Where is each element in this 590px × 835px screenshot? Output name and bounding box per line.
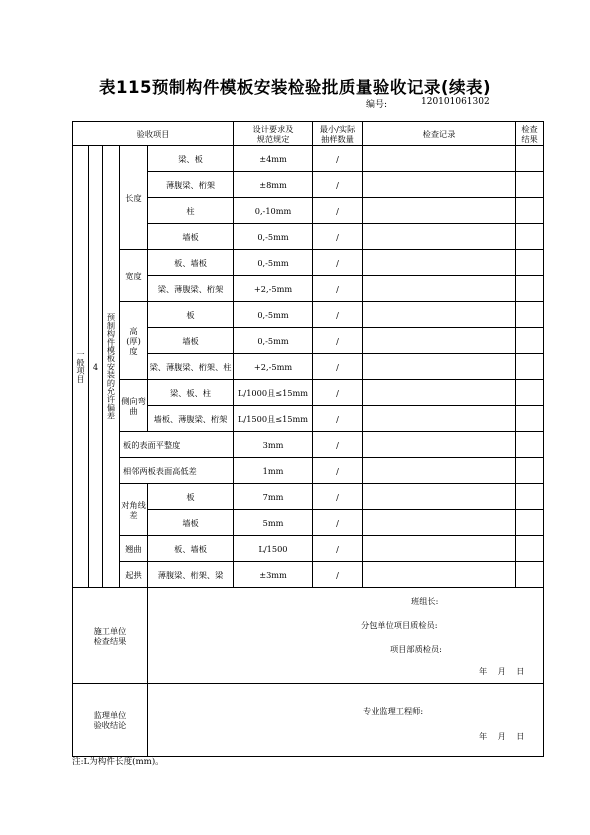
row-record[interactable]: [363, 198, 516, 224]
row-result[interactable]: [516, 302, 544, 328]
table-row: [73, 484, 544, 510]
row-name: 梁、薄腹梁、桁架: [148, 276, 234, 302]
row-sample: /: [313, 224, 363, 250]
table-row: [73, 432, 544, 458]
row-result[interactable]: [516, 406, 544, 432]
footnote: 注:L为构件长度(mm)。: [72, 757, 164, 767]
row-record[interactable]: [363, 276, 516, 302]
row-record[interactable]: [363, 354, 516, 380]
header-spec: 设计要求及 规范规定: [234, 122, 313, 146]
group-width: 宽度: [120, 250, 148, 302]
group-bend: 侧向弯曲: [120, 380, 148, 432]
row-record[interactable]: [363, 406, 516, 432]
row-spec: 0,-5mm: [234, 302, 313, 328]
item-no-cell: [89, 146, 103, 588]
construction-date: 年 月 日: [479, 666, 525, 676]
header-item: 验收项目: [73, 122, 234, 146]
row-name: 板: [148, 484, 234, 510]
table-row: [73, 458, 544, 484]
row-sample: /: [313, 146, 363, 172]
row-spec: L/1500: [234, 536, 313, 562]
row-name: 梁、板: [148, 146, 234, 172]
group-height: 高 (厚) 度: [120, 302, 148, 380]
team-leader-label: 班组长:: [411, 596, 439, 606]
row-record[interactable]: [363, 328, 516, 354]
row-result[interactable]: [516, 380, 544, 406]
group-diag: 对角线差: [120, 484, 148, 536]
row-sample: /: [313, 432, 363, 458]
row-result[interactable]: [516, 562, 544, 588]
row-name: 薄腹梁、桁架: [148, 172, 234, 198]
row-name: 相邻两板表面高低差: [120, 458, 234, 484]
row-result[interactable]: [516, 432, 544, 458]
row-record[interactable]: [363, 432, 516, 458]
supervision-row: [73, 684, 544, 757]
row-name: 墙板、薄腹梁、桁架: [148, 406, 234, 432]
row-record[interactable]: [363, 562, 516, 588]
row-spec: 0,-5mm: [234, 250, 313, 276]
row-sample: /: [313, 328, 363, 354]
row-result[interactable]: [516, 328, 544, 354]
table-row: [73, 380, 544, 406]
row-name: 梁、板、柱: [148, 380, 234, 406]
row-result[interactable]: [516, 354, 544, 380]
header-result: 检查 结果: [516, 122, 544, 146]
row-name: 板、墙板: [148, 250, 234, 276]
sub-inspector-label: 分包单位项目质检员:: [361, 620, 438, 630]
row-name: 板、墙板: [148, 536, 234, 562]
group-warp: 翘曲: [120, 536, 148, 562]
row-sample: /: [313, 458, 363, 484]
row-spec: 0,-5mm: [234, 328, 313, 354]
row-name: 薄腹梁、桁架、梁: [148, 562, 234, 588]
row-record[interactable]: [363, 224, 516, 250]
row-spec: 0,-10mm: [234, 198, 313, 224]
row-result[interactable]: [516, 484, 544, 510]
row-record[interactable]: [363, 380, 516, 406]
row-record[interactable]: [363, 458, 516, 484]
row-spec: 3mm: [234, 432, 313, 458]
row-result[interactable]: [516, 224, 544, 250]
table-row: [73, 536, 544, 562]
row-spec: ±3mm: [234, 562, 313, 588]
supervision-date: 年 月 日: [479, 731, 525, 741]
supervision-signoff[interactable]: [148, 684, 544, 757]
row-record[interactable]: [363, 536, 516, 562]
row-name: 墙板: [148, 510, 234, 536]
row-sample: /: [313, 380, 363, 406]
row-spec: L/1000且≤15mm: [234, 380, 313, 406]
item-no: 4: [92, 361, 99, 372]
table-row: [73, 562, 544, 588]
header-row: [73, 122, 544, 146]
row-record[interactable]: [363, 146, 516, 172]
row-spec: ±8mm: [234, 172, 313, 198]
construction-signoff[interactable]: [148, 588, 544, 684]
row-sample: /: [313, 510, 363, 536]
doc-no-value: 120101061302: [421, 97, 490, 107]
row-spec: +2,-5mm: [234, 276, 313, 302]
table-row: [73, 302, 544, 328]
row-record[interactable]: [363, 484, 516, 510]
construction-label: 施工单位 检查结果: [73, 588, 148, 684]
supervision-label: 监理单位 验收结论: [73, 684, 148, 757]
row-record[interactable]: [363, 510, 516, 536]
row-result[interactable]: [516, 146, 544, 172]
row-result[interactable]: [516, 536, 544, 562]
row-result[interactable]: [516, 172, 544, 198]
general-label: 一般项目: [76, 350, 86, 383]
row-spec: ±4mm: [234, 146, 313, 172]
doc-no-label: 编号:: [366, 100, 388, 110]
row-sample: /: [313, 536, 363, 562]
row-spec: +2,-5mm: [234, 354, 313, 380]
row-result[interactable]: [516, 510, 544, 536]
row-record[interactable]: [363, 172, 516, 198]
header-record: 检查记录: [363, 122, 516, 146]
row-record[interactable]: [363, 302, 516, 328]
item-desc-cell: [103, 146, 120, 588]
row-sample: /: [313, 276, 363, 302]
item-desc: 预制构件模板安装的允许偏差: [106, 313, 117, 420]
row-spec: 0,-5mm: [234, 224, 313, 250]
construction-row: [73, 588, 544, 684]
row-spec: 5mm: [234, 510, 313, 536]
row-spec: 1mm: [234, 458, 313, 484]
row-name: 墙板: [148, 224, 234, 250]
row-name: 梁、薄腹梁、桁架、柱: [148, 354, 234, 380]
general-label-cell: [73, 146, 89, 588]
row-sample: /: [313, 250, 363, 276]
row-sample: /: [313, 172, 363, 198]
row-result[interactable]: [516, 198, 544, 224]
row-sample: /: [313, 484, 363, 510]
header-sample: 最小/实际 抽样数量: [313, 122, 363, 146]
row-result[interactable]: [516, 458, 544, 484]
table-row: [73, 250, 544, 276]
row-sample: /: [313, 354, 363, 380]
row-name: 板: [148, 302, 234, 328]
row-sample: /: [313, 198, 363, 224]
row-sample: /: [313, 562, 363, 588]
row-record[interactable]: [363, 250, 516, 276]
row-spec: 7mm: [234, 484, 313, 510]
row-spec: L/1500且≤15mm: [234, 406, 313, 432]
group-arch: 起拱: [120, 562, 148, 588]
row-result[interactable]: [516, 276, 544, 302]
row-result[interactable]: [516, 250, 544, 276]
inspection-table: [72, 121, 544, 757]
row-sample: /: [313, 302, 363, 328]
table-row: [73, 146, 544, 172]
group-length: 长度: [120, 146, 148, 250]
row-sample: /: [313, 406, 363, 432]
row-name: 柱: [148, 198, 234, 224]
row-name: 墙板: [148, 328, 234, 354]
row-name: 板的表面平整度: [120, 432, 234, 458]
supervising-engineer-label: 专业监理工程师:: [363, 706, 424, 716]
document-title: 表115预制构件模板安装检验批质量验收记录(续表): [98, 78, 492, 97]
project-inspector-label: 项目部质检员:: [390, 644, 442, 654]
